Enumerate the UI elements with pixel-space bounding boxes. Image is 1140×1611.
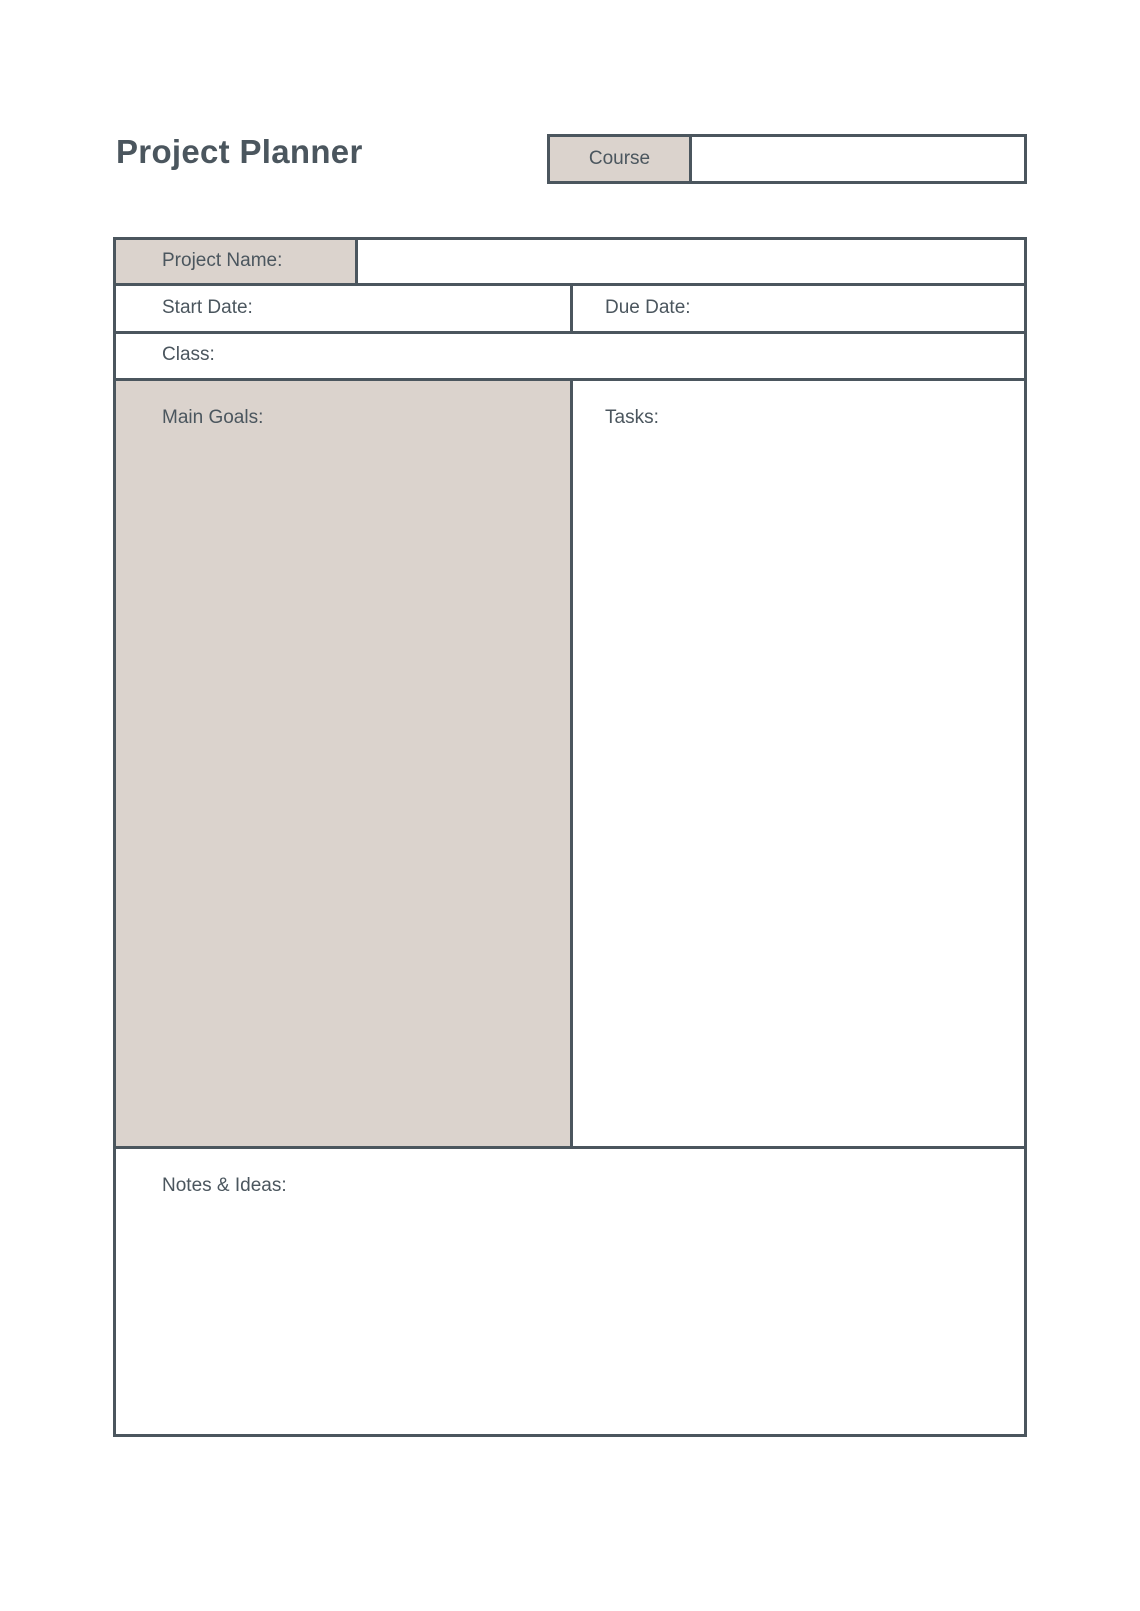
start-date-label: Start Date:	[162, 297, 253, 318]
due-date-label: Due Date:	[605, 297, 691, 318]
main-goals-label: Main Goals:	[162, 407, 264, 428]
tasks-label: Tasks:	[605, 407, 659, 428]
project-name-label: Project Name:	[162, 250, 283, 271]
course-field-box	[547, 134, 1027, 184]
course-label: Course	[550, 137, 692, 181]
dates-row	[116, 286, 1024, 334]
goals-tasks-row	[116, 381, 1024, 1149]
project-name-label-cell	[116, 240, 358, 283]
notes-ideas-label: Notes & Ideas:	[162, 1175, 287, 1196]
course-input[interactable]	[695, 137, 1024, 181]
class-row[interactable]	[116, 334, 1024, 381]
tasks-section[interactable]	[573, 381, 1024, 1146]
class-label: Class:	[162, 344, 215, 365]
page-title: Project Planner	[116, 133, 363, 170]
main-goals-section[interactable]	[116, 381, 573, 1146]
project-name-row[interactable]	[116, 240, 1024, 286]
notes-section[interactable]	[116, 1149, 1024, 1434]
date-divider	[570, 286, 573, 331]
project-planner-form	[113, 237, 1027, 1437]
